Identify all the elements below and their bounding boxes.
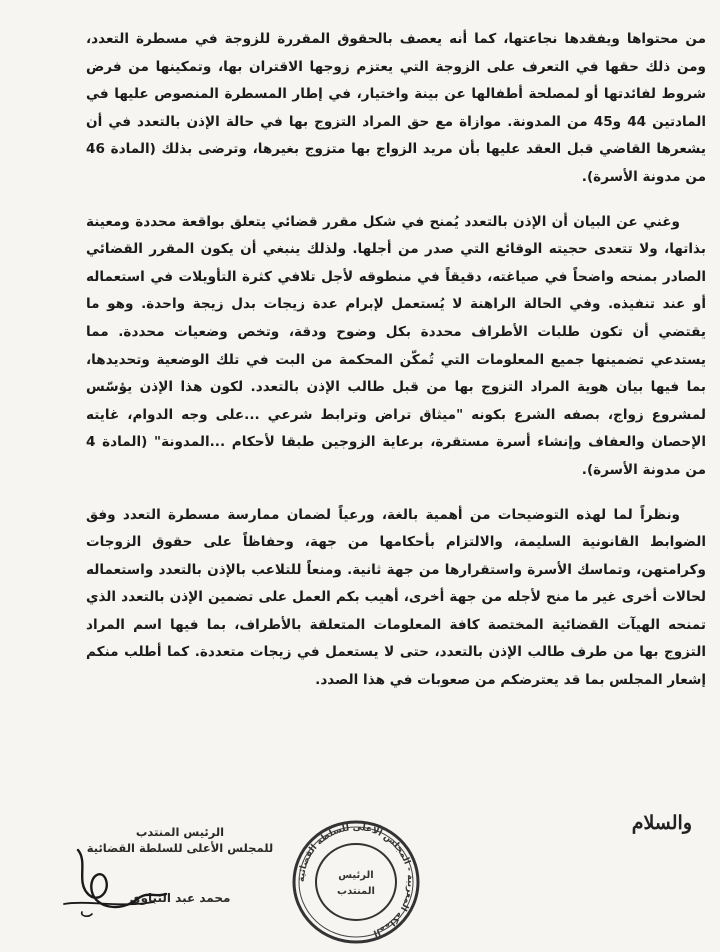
seal-inner-line-2: المنتدب	[337, 886, 375, 897]
closing-salutation: والسلام	[631, 812, 692, 834]
official-seal-stamp	[286, 812, 426, 947]
signer-title: الرئيس المنتدب	[135, 825, 225, 839]
paragraph-2: وغني عن البيان أن الإذن بالتعدد يُمنح في شكل مقرر قضائي يتعلق بواقعة محددة ومعينة بذاتها، ولا تتعدى حجيته الوقائع التي صدر من أجلها. ولذلك ينبغي أن يكون المقرر القضائي الصادر بمنحه واضحاً في صياغته، دقيقاً في منطوقه لأجل تلافي كثرة التأويلات في استعماله أو عند تنفيذه. وفي الحالة الراهنة لا يُستعمل لإبرام عدة زيجات بدل زيجة واحدة. وهو ما يقتضي أن تكون طلبات الأطراف محددة بكل وضوح ودقة، وتخص وضعيات محددة. مما يستدعي تضمينها جميع المعلومات التي تُمكّن المحكمة من البت في تلك الوضعية وتحديدها، بما فيها بيان هوية المراد التزوج بها من قبل طالب الإذن بالتعدد. لكون هذا الإذن يؤسّس لمشروع زواج، بصفه الشرع بكونه "ميثاق تراض وترابط شرعي ...على وجه الدوام، غايته الإحصان والعفاف وإنشاء أسرة مستقرة، برعاية الزوجين طبقا لأحكام ...المدونة" (المادة 4 من مدونة الأسرة).	[86, 213, 706, 478]
signer-organization: للمجلس الأعلى للسلطة القضائية	[86, 841, 274, 855]
paragraph-3: ونظراً لما لهذه التوضيحات من أهمية بالغة، ورعياً لضمان ممارسة مسطرة التعدد وفق الضوابط القانونية السليمة، والالتزام بأحكامها من جهة، وحفاظاً على حقوق الزوجات وكرامتهن، وتماسك الأسرة واستقرارها من جهة ثانية. ومنعاً للتلاعب بالإذن بالتعدد واستعماله لحالات أخرى غير ما منح لأجله من جهة أخرى، أهيب بكم العمل على تضمين الإذن بالتعدد الذي تمنحه الهيآت القضائية المختصة كافة المعلومات المتعلقة بالأطراف، بما فيها اسم المراد التزوج بها من طرف طالب الإذن بالتعدد، حتى لا يستعمل في زيجات متعددة. كما أطلب منكم إشعار المجلس بما قد يعترضكم من صعوبات في هذا الصدد.	[86, 506, 706, 689]
handwritten-signature	[58, 842, 178, 922]
letter-body	[86, 26, 706, 695]
seal-outer-text: المملكة المغربية - المجلس الأعلى للسلطة القضائية	[296, 822, 416, 938]
seal-inner-line-1: الرئيس	[338, 870, 374, 881]
signer-name: محمد عبد النباوي	[129, 891, 231, 905]
paragraph-1: من محتواها ويفقدها نجاعتها، كما أنه يعصف بالحقوق المقررة للزوجة في مسطرة التعدد، ومن ذلك حقها في التعرف على الزوجة التي يعتزم زوجها الاقتران بها، وتمكينها من فرض شروط لفائدتها أو لمصلحة أطفالها عن بينة واختيار، في إطار المسطرة المنصوص عليها في المادتين 44 و45 من المدونة. موازاة مع حق المراد التزوج بها في حالة الإذن بالتعدد في أن يشعرها القاضي قبل العقد عليها بأن مريد الزواج بها متزوج بغيرها، وترضى بذلك (المادة 46 من مدونة الأسرة).	[86, 31, 707, 185]
